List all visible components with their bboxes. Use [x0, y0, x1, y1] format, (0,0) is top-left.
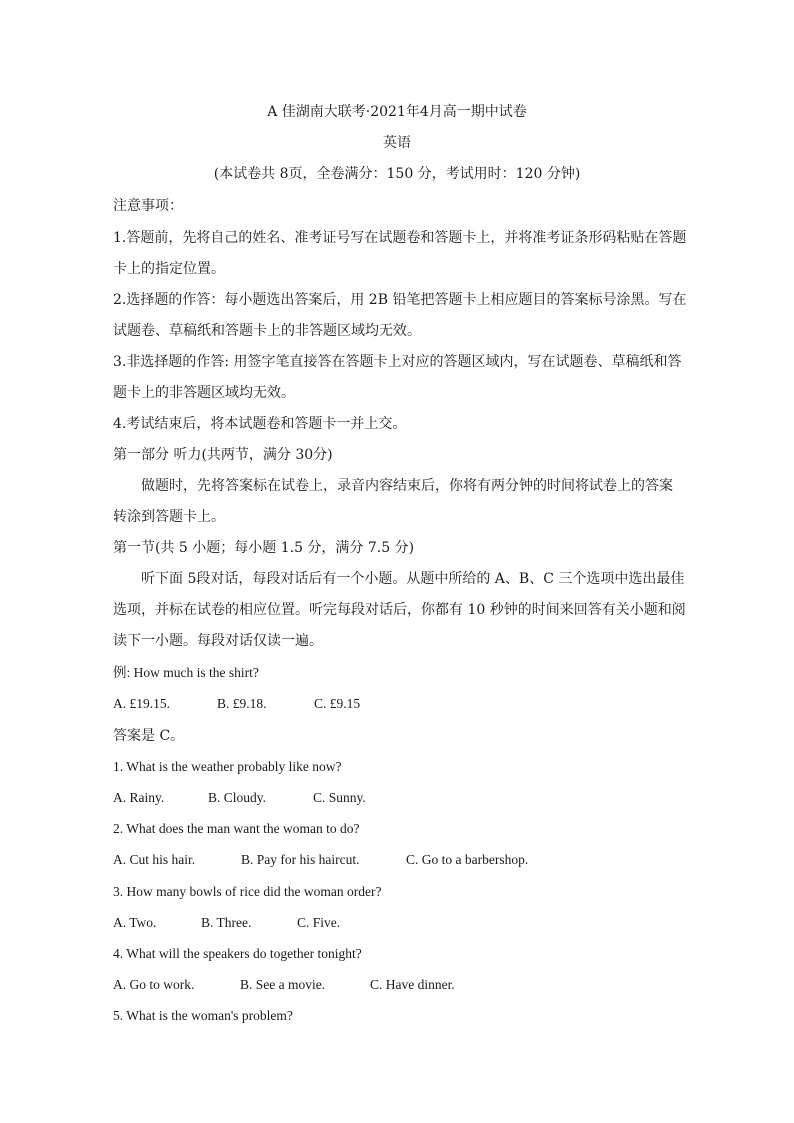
question-3-option-c: C. Five.	[297, 915, 341, 930]
part1-heading: 第一部分 听力(共两节，满分 30分)	[113, 447, 333, 463]
example-question: 例: How much is the shirt?	[113, 665, 259, 680]
question-3-option-b: B. Three.	[201, 915, 252, 930]
question-4: 4. What will the speakers do together tonight?	[113, 946, 362, 961]
question-4-option-b: B. See a movie.	[240, 977, 326, 992]
notice-heading: 注意事项：	[113, 198, 183, 214]
question-2-option-a: A. Cut his hair.	[113, 852, 196, 867]
notice-item-1-line-1: 1.答题前，先将自己的姓名、准考证号写在试题卷和答题卡上，并将准考证条形码粘贴在答题	[113, 230, 687, 246]
question-3: 3. How many bowls of rice did the woman order?	[113, 884, 382, 899]
question-1-option-c: C. Sunny.	[313, 790, 366, 805]
notice-item-1-line-2: 卡上的指定位置。	[113, 261, 225, 277]
notice-item-2-line-2: 试题卷、草稿纸和答题卡上的非答题区域均无效。	[113, 323, 421, 339]
question-1-option-b: B. Cloudy.	[208, 790, 267, 805]
part1-intro-line-1: 做题时，先将答案标在试卷上，录音内容结束后，你将有两分钟的时间将试卷上的答案	[141, 478, 673, 494]
question-2-option-b: B. Pay for his haircut.	[241, 852, 360, 867]
subject-title: 英语	[383, 135, 411, 151]
question-1-option-a: A. Rainy.	[113, 790, 165, 805]
question-2-option-c: C. Go to a barbershop.	[406, 852, 529, 867]
section1-intro-line-3: 读下一小题。每段对话仅读一遍。	[113, 633, 323, 649]
section1-intro-line-2: 选项，并标在试卷的相应位置。听完每段对话后，你都有 10 秒钟的时间来回答有关小题和阅	[113, 602, 686, 618]
exam-title: A 佳湖南大联考·2021年4月高一期中试卷	[267, 104, 527, 120]
notice-item-3-line-1: 3.非选择题的作答: 用签字笔直接答在答题卡上对应的答题区域内，写在试题卷、草稿纸和答	[113, 354, 682, 370]
notice-item-3-line-2: 题卡上的非答题区域均无效。	[113, 385, 295, 401]
question-1: 1. What is the weather probably like now?	[113, 759, 342, 774]
question-5: 5. What is the woman's problem?	[113, 1008, 293, 1023]
example-option-c: C. £9.15	[314, 696, 361, 711]
exam-info: (本试卷共 8页，全卷满分：150 分，考试用时：120 分钟)	[213, 166, 581, 182]
section1-intro-line-1: 听下面 5段对话，每段对话后有一个小题。从题中所给的 A、B、C 三个选项中选出最佳	[141, 571, 685, 587]
example-answer: 答案是 C。	[113, 728, 185, 744]
example-option-a: A. £19.15.	[113, 696, 170, 711]
notice-item-4: 4.考试结束后，将本试题卷和答题卡一并上交。	[113, 416, 407, 432]
question-3-option-a: A. Two.	[113, 915, 157, 930]
section1-heading: 第一节(共 5 小题；每小题 1.5 分，满分 7.5 分)	[113, 540, 415, 556]
example-option-b: B. £9.18.	[217, 696, 267, 711]
question-4-option-c: C. Have dinner.	[370, 977, 455, 992]
part1-intro-line-2: 转涂到答题卡上。	[113, 509, 225, 525]
question-4-option-a: A. Go to work.	[113, 977, 195, 992]
question-2: 2. What does the man want the woman to do?	[113, 821, 360, 836]
notice-item-2-line-1: 2.选择题的作答：每小题选出答案后，用 2B 铅笔把答题卡上相应题目的答案标号涂黑。写在	[113, 292, 687, 308]
